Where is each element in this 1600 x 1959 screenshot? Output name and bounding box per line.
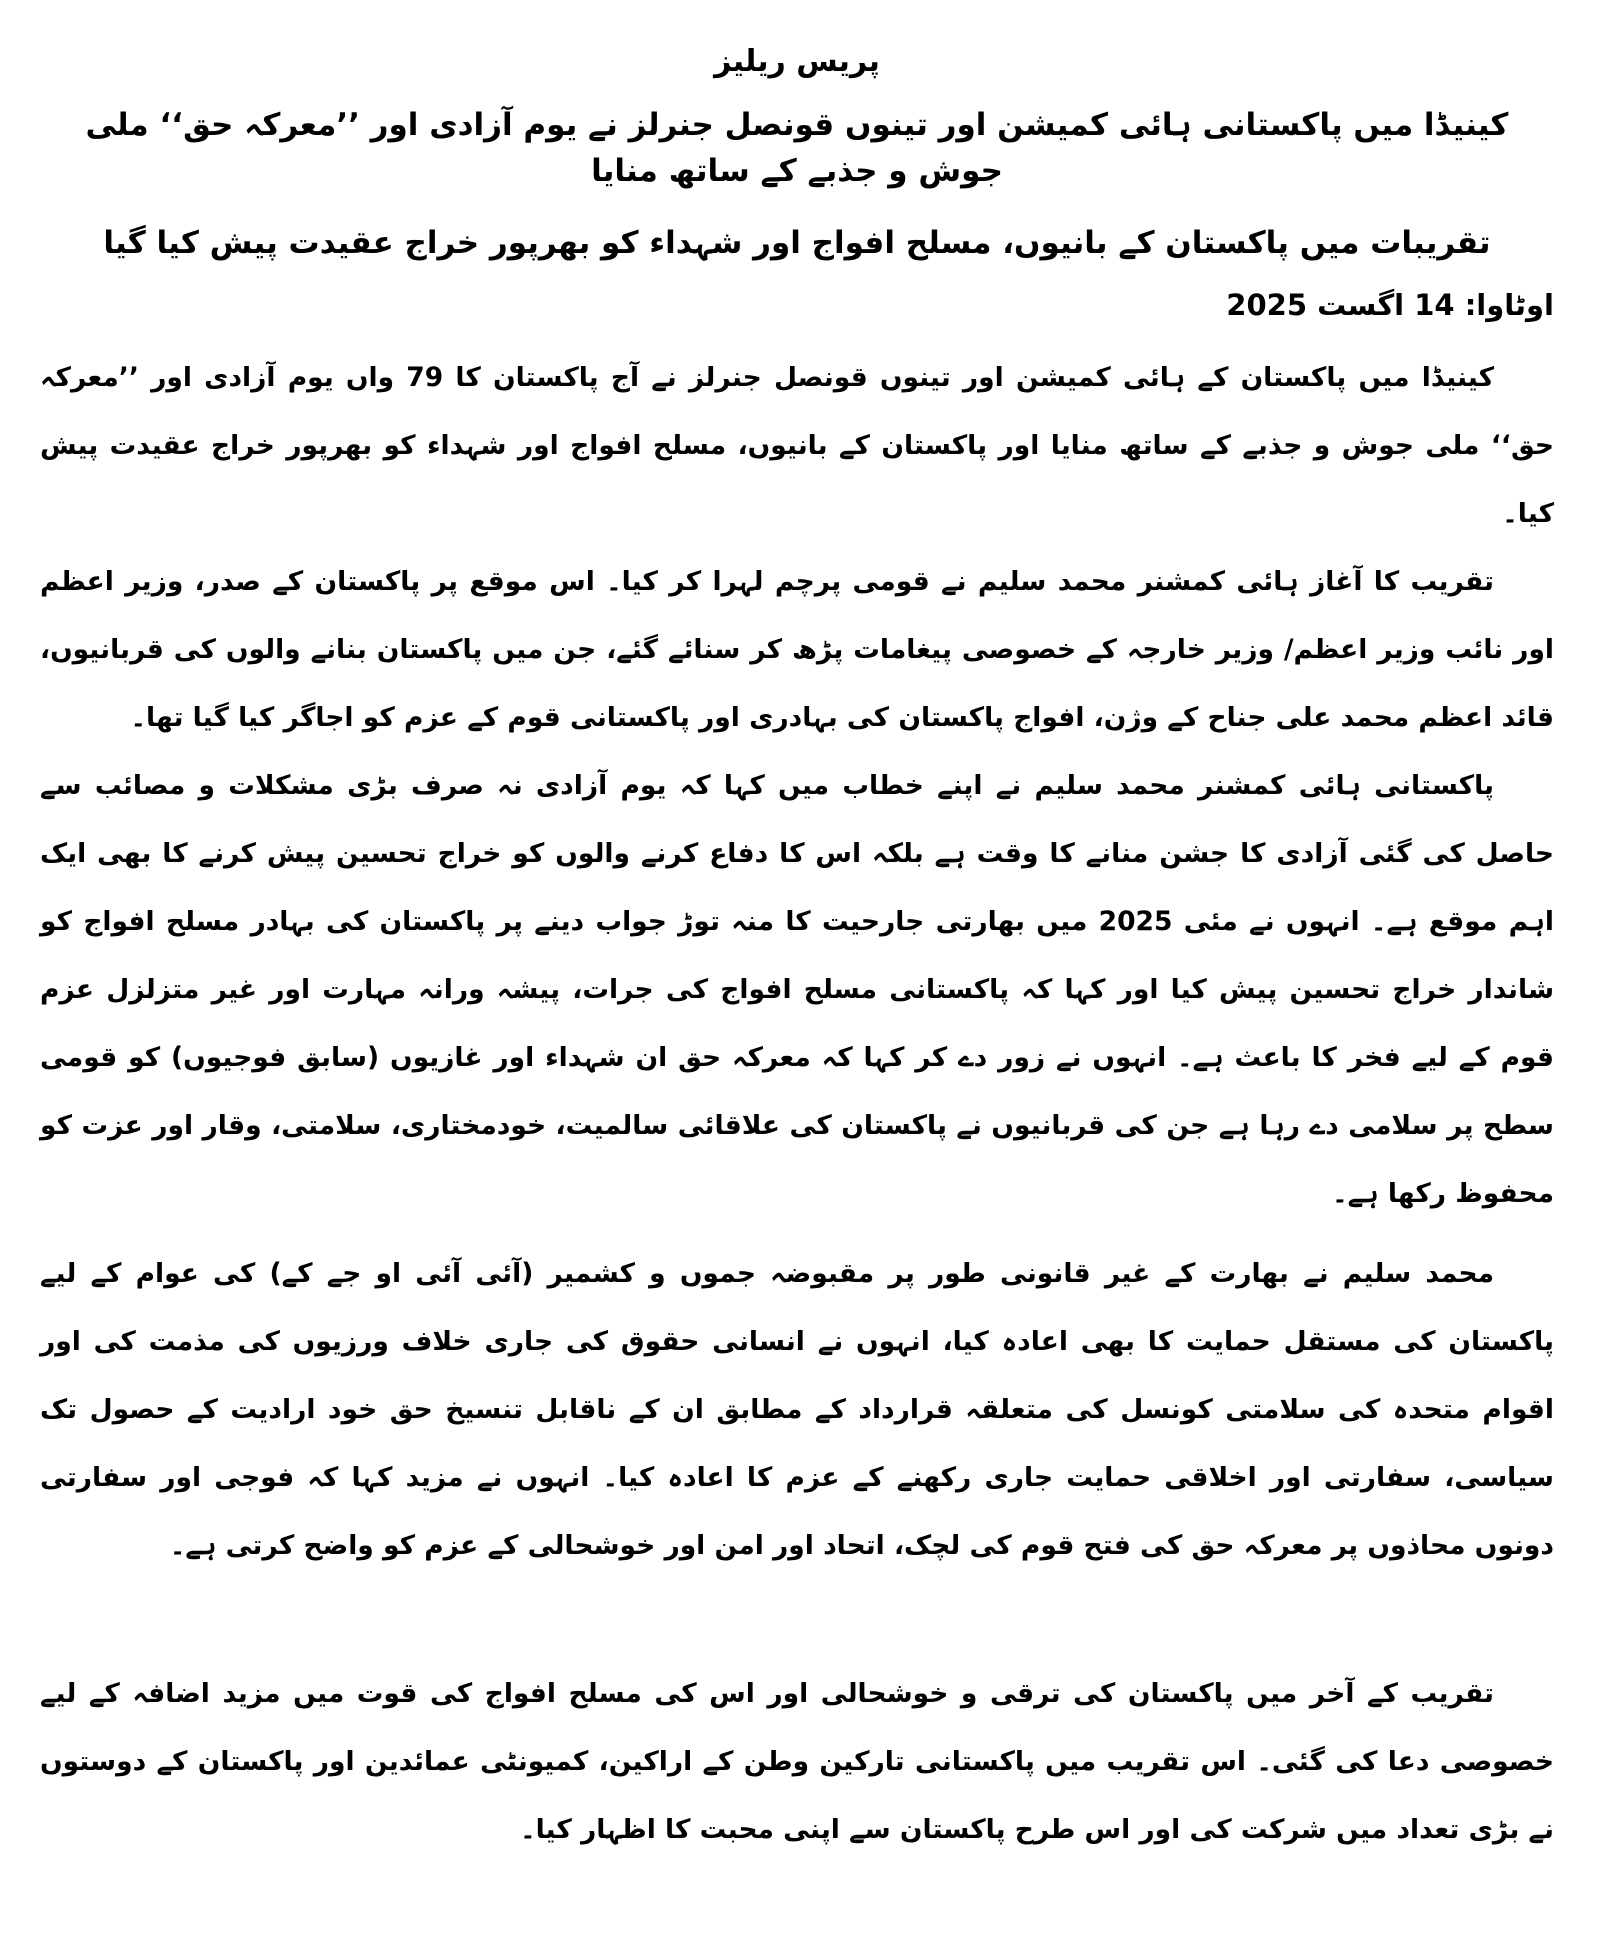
paragraph-2: تقریب کا آغاز ہائی کمشنر محمد سلیم نے قومی پرچم لہرا کر کیا۔ اس موقع پر پاکستان کے صدر، وزیر اعظم اور نائب وزیر اعظم/ وزیر خارجہ کے خصوصی پیغامات پڑھ کر سنائے گئے، جن میں پاکستان بنانے والوں کی قربانیوں، قائد اعظم محمد علی جناح کے وژن، افواج پاکستان کی بہادری اور پاکستانی قوم کے عزم کو اجاگر کیا گیا تھا۔: [40, 566, 1554, 733]
paragraph-1: کینیڈا میں پاکستان کے ہائی کمیشن اور تینوں قونصل جنرلز نے آج پاکستان کا 79 واں یوم آزادی اور ’’معرکہ حق‘‘ ملی جوش و جذبے کے ساتھ منایا اور پاکستان کے بانیوں، مسلح افواج اور شہداء کو بھرپور خراج عقیدت پیش کیا۔: [40, 362, 1554, 529]
paragraph-5: تقریب کے آخر میں پاکستان کی ترقی و خوشحالی اور اس کی مسلح افواج کی قوت میں مزید اضافہ کے لیے خصوصی دعا کی گئی۔ اس تقریب میں پاکستانی تارکین وطن کے اراکین، کمیونٹی عمائدین اور پاکستان کے دوستوں نے بڑی تعداد میں شرکت کی اور اس طرح پاکستان سے اپنی محبت کا اظہار کیا۔: [40, 1678, 1554, 1845]
press-release-label: پریس ریلیز: [714, 44, 880, 79]
paragraph-3: پاکستانی ہائی کمشنر محمد سلیم نے اپنے خطاب میں کہا کہ یوم آزادی نہ صرف بڑی مشکلات و مصائب سے حاصل کی گئی آزادی کا جشن منانے کا وقت ہے بلکہ اس کا دفاع کرنے والوں کو خراج تحسین پیش کرنے کا بھی ایک اہم موقع ہے۔ انہوں نے مئی 2025 میں بھارتی جارحیت کا منہ توڑ جواب دینے پر پاکستان کی بہادر مسلح افواج کو شاندار خراج تحسین پیش کیا اور کہا کہ پاکستانی مسلح افواج کی جرات، پیشہ ورانہ مہارت اور غیر متزلزل عزم قوم کے لیے فخر کا باعث ہے۔ انہوں نے زور دے کر کہا کہ معرکہ حق ان شہداء اور غازیوں (سابق فوجیوں) کو قومی سطح پر سلامی دے رہا ہے جن کی قربانیوں نے پاکستان کی علاقائی سالمیت، خودمختاری، سلامتی، وقار اور عزت کو محفوظ رکھا ہے۔: [40, 770, 1554, 1209]
paragraph-4: محمد سلیم نے بھارت کے غیر قانونی طور پر مقبوضہ جموں و کشمیر (آئی آئی او جے کے) کی عوام کے لیے پاکستان کی مستقل حمایت کا بھی اعادہ کیا، انہوں نے انسانی حقوق کی جاری خلاف ورزیوں کی مذمت کی اور اقوام متحدہ کی سلامتی کونسل کی متعلقہ قرارداد کے مطابق ان کے ناقابل تنسیخ حق خود ارادیت کے حصول تک سیاسی، سفارتی اور اخلاقی حمایت جاری رکھنے کے عزم کا اعادہ کیا۔ انہوں نے مزید کہا کہ فوجی اور سفارتی دونوں محاذوں پر معرکہ حق کی فتح قوم کی لچک، اتحاد اور امن اور خوشحالی کے عزم کو واضح کرتی ہے۔: [40, 1258, 1554, 1561]
headline: کینیڈا میں پاکستانی ہائی کمیشن اور تینوں قونصل جنرلز نے یوم آزادی اور ’’معرکہ حق‘‘ ملی جوش و جذبے کے ساتھ منایا: [85, 107, 1509, 189]
dateline: اوٹاوا: 14 اگست 2025: [1226, 288, 1554, 322]
document-header: [40, 40, 1554, 266]
body-text: [40, 344, 1554, 1864]
subheadline: تقریبات میں پاکستان کے بانیوں، مسلح افواج اور شہداء کو بھرپور خراج عقیدت پیش کیا گیا: [103, 225, 1491, 261]
